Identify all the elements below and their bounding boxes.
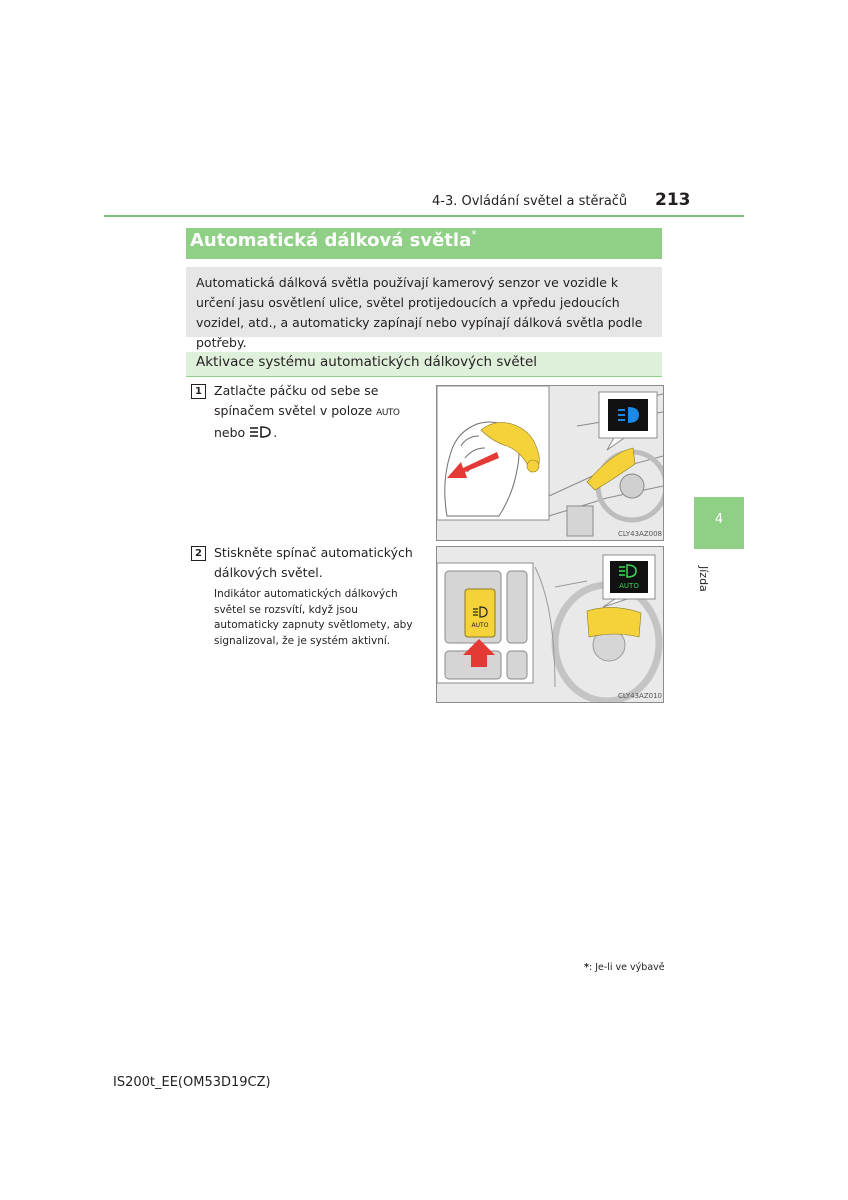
chapter-number: 4 — [714, 512, 724, 527]
step-1-text-a: Zatlačte páčku od sebe se spínačem světel v poloze — [214, 383, 379, 418]
figure-1-code: CLY43AZ008 — [618, 530, 662, 538]
step-2-note: Indikátor automatických dálkových světel se rozsvítí, když jsou automaticky zapnuty světlomety, aby signalizoval, že je systém aktivní. — [214, 588, 413, 647]
figure-1-illustration — [437, 386, 663, 540]
step-1-text-b: nebo — [214, 425, 246, 440]
step-1-text-c: . — [273, 425, 278, 440]
intro-text: Automatická dálková světla používají kamerový senzor ve vozidle k určení jasu osvětlení ulice, světel protijedoucích a vpředu jedoucích vozidel, atd., a automaticky zapínají nebo vypínají dálková světla podle potřeby. — [196, 275, 643, 350]
footnote-marker: * — [584, 962, 589, 973]
chapter-label: Jízda — [697, 566, 710, 592]
auto-position-label: AUTO — [376, 408, 400, 418]
subsection-title: Aktivace systému automatických dálkových světel — [196, 354, 538, 370]
page-number: 213 — [655, 190, 691, 210]
footnote-text: : Je-li ve výbavě — [588, 962, 665, 973]
availability-marker: * — [471, 228, 477, 241]
header-rule — [104, 215, 744, 217]
figure-2-code: CLY43AZ010 — [618, 692, 662, 700]
high-beam-icon — [249, 425, 273, 439]
step-2-text: Stiskněte spínač automatických dálkových světel. — [214, 545, 413, 580]
figure-1 — [436, 385, 664, 541]
indicator-auto-label: AUTO — [619, 582, 639, 590]
section-title — [190, 230, 477, 251]
switch-auto-label: AUTO — [471, 622, 489, 629]
step-2-number: 2 — [191, 546, 206, 561]
figure-2 — [436, 546, 664, 703]
dashboard-highlight — [587, 607, 641, 637]
figure-2-illustration — [437, 547, 663, 702]
footnote — [584, 962, 665, 973]
section-title-text: Automatická dálková světla — [190, 230, 472, 251]
footer-model-code: IS200t_EE(OM53D19CZ) — [113, 1075, 271, 1090]
header-section-title: 4-3. Ovládání světel a stěračů — [432, 194, 628, 209]
step-1-text — [214, 381, 429, 443]
step-1-number: 1 — [191, 384, 206, 399]
indicator-high-beam-icon — [618, 407, 639, 423]
